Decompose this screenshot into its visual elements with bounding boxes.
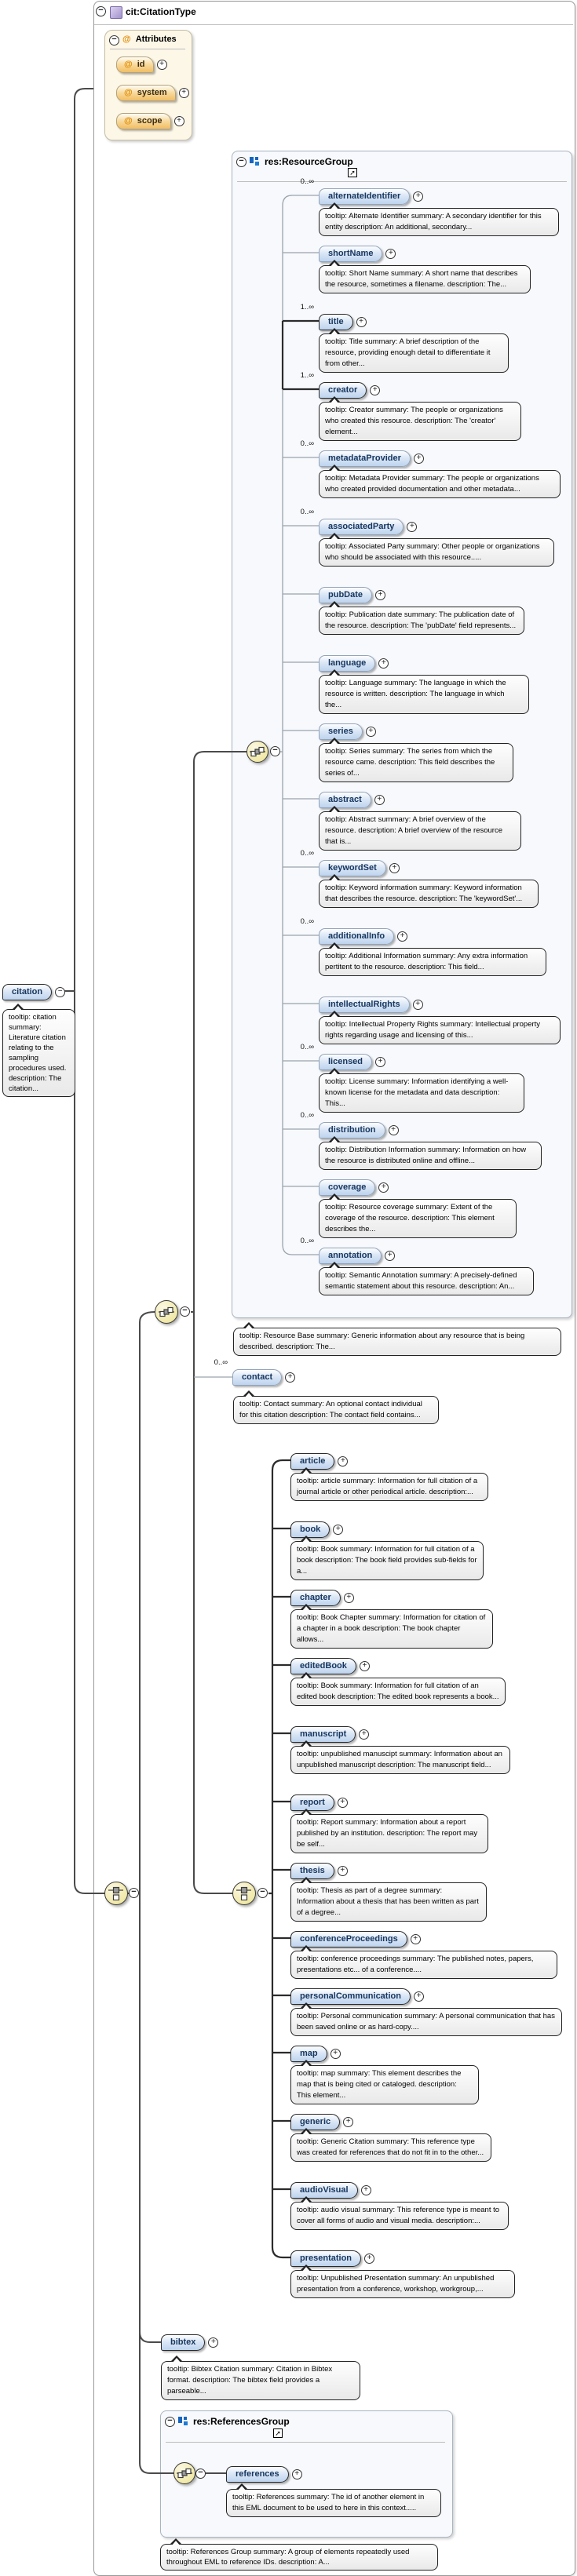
- tooltip: tooltip: Associated Party summary: Other people or organizations who should be associated with this resource.....: [319, 538, 554, 567]
- expand-icon[interactable]: +: [360, 1661, 370, 1671]
- element-generic[interactable]: generic +: [290, 2112, 353, 2131]
- attribute-id[interactable]: @ id +: [116, 55, 167, 74]
- element-references[interactable]: references +: [226, 2465, 302, 2483]
- expand-icon[interactable]: +: [389, 1125, 399, 1135]
- tooltip: tooltip: Intellectual Property Rights summary: Intellectual property rights regarding usage and licensing of this...: [319, 1016, 561, 1044]
- expand-icon[interactable]: +: [397, 931, 407, 942]
- element-article[interactable]: article +: [290, 1452, 348, 1470]
- tooltip-resource-group: tooltip: Resource Base summary: Generic information about any resource that is being described. description: The...: [233, 1328, 561, 1356]
- expand-icon[interactable]: +: [411, 1934, 421, 1944]
- attribute-system[interactable]: @ system +: [116, 83, 189, 102]
- page-title: cit:CitationType: [126, 6, 196, 17]
- expand-icon[interactable]: +: [389, 863, 400, 873]
- expand-icon[interactable]: +: [385, 249, 396, 259]
- tooltip: tooltip: unpublished manuscipt summary: Information about an unpublished manuscript description: The manuscript field...: [290, 1746, 510, 1774]
- tooltip: tooltip: Title summary: A brief description of the resource, providing enough detail to differentiate it from other...: [319, 333, 509, 373]
- element-intellectualRights[interactable]: intellectualRights +: [319, 995, 423, 1014]
- occurrence-label: 0..∞: [300, 1043, 314, 1051]
- element-language[interactable]: language +: [319, 654, 389, 672]
- expand-icon[interactable]: +: [356, 317, 367, 327]
- expand-icon[interactable]: +: [208, 2337, 218, 2348]
- expand-icon[interactable]: +: [370, 385, 380, 395]
- expand-icon[interactable]: +: [157, 60, 167, 70]
- tooltip: tooltip: Book summary: Information for full citation of a book description: The book field provides sub-fields for a...: [290, 1541, 484, 1580]
- element-chapter[interactable]: chapter +: [290, 1588, 354, 1607]
- occurrence-label: 0..∞: [300, 849, 314, 858]
- sequence-icon[interactable]: [247, 741, 268, 763]
- occurrence-label: 0..∞: [300, 439, 314, 448]
- goto-definition-icon[interactable]: ➚: [348, 168, 357, 177]
- expand-icon[interactable]: +: [407, 522, 417, 532]
- expand-icon[interactable]: +: [375, 590, 385, 600]
- element-annotation[interactable]: annotation +: [319, 1246, 395, 1265]
- tooltip: tooltip: map summary: This element describes the map that is being cited or cataloged. description: This element...: [290, 2065, 479, 2104]
- expand-icon[interactable]: +: [359, 1729, 369, 1740]
- expand-icon[interactable]: +: [292, 2469, 302, 2479]
- tooltip: tooltip: Abstract summary: A brief overview of the resource. description: A brief overview of the resource that is...: [319, 811, 521, 851]
- expand-icon[interactable]: +: [413, 191, 423, 202]
- occurrence-label: 0..∞: [300, 177, 314, 186]
- tooltip: tooltip: References summary: The id of another element in this EML document to be used to here in this context.....: [226, 2489, 441, 2517]
- tooltip: tooltip: Thesis as part of a degree summary: Information about a thesis that has been written as part of a degree...: [290, 1882, 487, 1922]
- element-map[interactable]: map +: [290, 2044, 341, 2063]
- element-keywordSet[interactable]: keywordSet +: [319, 858, 400, 877]
- tooltip: tooltip: conference proceedings summary: The published notes, papers, presentations etc... of a conference....: [290, 1951, 557, 1979]
- tooltip: tooltip: Book summary: Information for full citation of an edited book description: The edited book represents a book...: [290, 1678, 506, 1706]
- occurrence-label: 1..∞: [300, 303, 314, 312]
- element-report[interactable]: report +: [290, 1793, 348, 1812]
- occurrence-label: 1..∞: [300, 371, 314, 380]
- element-title[interactable]: title +: [319, 312, 367, 331]
- element-additionalInfo[interactable]: additionalInfo +: [319, 927, 407, 946]
- tooltip: tooltip: Unpublished Presentation summary: An unpublished presentation from a conference, workshop, workgroup,...: [290, 2270, 515, 2298]
- tooltip: tooltip: article summary: Information for full citation of a journal article or other periodical article. description:...: [290, 1473, 488, 1501]
- element-distribution[interactable]: distribution +: [319, 1120, 399, 1139]
- expand-icon[interactable]: +: [366, 727, 376, 737]
- citation-bubble[interactable]: citation: [2, 984, 52, 1000]
- expand-icon[interactable]: +: [285, 1372, 295, 1383]
- tooltip: tooltip: Creator summary: The people or organizations who created this resource. description: The 'creator' element...: [319, 402, 521, 441]
- collapse-icon[interactable]: −: [109, 35, 119, 46]
- tooltip: tooltip: Contact summary: An optional contact individual for this citation description: The contact field contains...: [233, 1396, 439, 1424]
- expand-icon[interactable]: +: [385, 1251, 395, 1261]
- element-associatedParty[interactable]: associatedParty +: [319, 517, 417, 536]
- expand-icon[interactable]: +: [364, 2254, 374, 2264]
- occurrence-label: 0..∞: [300, 1237, 314, 1245]
- tooltip: tooltip: Short Name summary: A short name that describes the resource, sometimes a filename. description: The...: [319, 265, 531, 293]
- references-group-title: res:ReferencesGroup: [193, 2416, 290, 2427]
- expand-icon[interactable]: +: [378, 1182, 389, 1193]
- choice-icon[interactable]: [104, 1882, 128, 1905]
- collapse-icon[interactable]: −: [257, 1888, 268, 1898]
- tooltip: tooltip: Keyword information summary: Keyword information that describes the resource. description: The 'keywordSet'...: [319, 880, 539, 908]
- element-presentation[interactable]: presentation +: [290, 2249, 374, 2268]
- element-audioVisual[interactable]: audioVisual +: [290, 2181, 371, 2199]
- tooltip: tooltip: Semantic Annotation summary: A precisely-defined semantic statement about this resource. description: An...: [319, 1267, 534, 1295]
- element-shortName[interactable]: shortName +: [319, 244, 396, 263]
- tooltip: tooltip: Book Chapter summary: Information for citation of a chapter in a book description: The book chapter allows...: [290, 1609, 493, 1649]
- element-series[interactable]: series +: [319, 722, 376, 741]
- expand-icon[interactable]: +: [330, 2049, 341, 2059]
- occurrence-label: 0..∞: [300, 1111, 314, 1120]
- collapse-icon[interactable]: −: [129, 1888, 139, 1898]
- tooltip: tooltip: Report summary: Information about a report published by an institution. description: The report may be self...: [290, 1814, 488, 1853]
- element-bibtex[interactable]: bibtex +: [161, 2333, 218, 2352]
- attribute-scope[interactable]: @ scope +: [116, 111, 184, 130]
- choice-icon[interactable]: [232, 1882, 256, 1905]
- tooltip: tooltip: Bibtex Citation summary: Citation in Bibtex format. description: The bibtex field provides a parseable...: [161, 2361, 360, 2400]
- element-abstract[interactable]: abstract +: [319, 790, 385, 809]
- tooltip: tooltip: Generic Citation summary: This reference type was created for references that do not fit in to the other...: [290, 2133, 491, 2162]
- tooltip-citation: tooltip: citation summary: Literature citation relating to the sampling procedures used. description: The citation...: [2, 1009, 75, 1097]
- element-personalCommunication[interactable]: personalCommunication +: [290, 1987, 424, 2006]
- collapse-icon[interactable]: −: [195, 2469, 206, 2479]
- expand-icon[interactable]: +: [174, 116, 184, 126]
- expand-icon[interactable]: +: [414, 1991, 424, 2002]
- tooltip: tooltip: Resource coverage summary: Extent of the coverage of the resource. description: This element describes the...: [319, 1199, 517, 1238]
- expand-icon[interactable]: +: [333, 1525, 343, 1535]
- tooltip: tooltip: Alternate Identifier summary: A secondary identifier for this entity description: An additional, secondary...: [319, 208, 559, 236]
- resource-group-title: res:ResourceGroup: [265, 156, 353, 167]
- tooltip: tooltip: Publication date summary: The publication date of the resource. description: The 'pubDate' field represents...: [319, 607, 524, 635]
- collapse-icon[interactable]: −: [270, 746, 280, 756]
- occurrence-label: 0..∞: [300, 508, 314, 516]
- expand-icon[interactable]: +: [361, 2185, 371, 2195]
- tooltip: tooltip: Language summary: The language in which the resource is written. description: The language in which the...: [319, 675, 529, 714]
- element-alternateIdentifier[interactable]: alternateIdentifier +: [319, 187, 423, 206]
- element-citation[interactable]: [2, 982, 65, 1001]
- at-symbol: @: [122, 35, 131, 44]
- expand-icon[interactable]: +: [413, 1000, 423, 1010]
- expand-icon[interactable]: +: [338, 1456, 348, 1467]
- element-editedBook[interactable]: editedBook +: [290, 1656, 370, 1675]
- collapse-icon[interactable]: −: [236, 157, 247, 167]
- element-manuscript[interactable]: manuscript +: [290, 1725, 369, 1743]
- tooltip-references-group: tooltip: References Group summary: A group of elements repeatedly used throughout EML to reference IDs. description: A...: [160, 2544, 438, 2571]
- collapse-icon[interactable]: −: [55, 987, 65, 997]
- tooltip: tooltip: Distribution Information summary: Information on how the resource is distributed online and offline...: [319, 1142, 542, 1170]
- tooltip: tooltip: audio visual summary: This reference type is meant to cover all forms of audio and visual media. description:...: [290, 2202, 509, 2230]
- tooltip: tooltip: Personal communication summary: A personal communication that has been saved online or as hard-copy....: [290, 2008, 562, 2036]
- occurrence-label: 0..∞: [214, 1358, 228, 1367]
- expand-icon[interactable]: +: [344, 1593, 354, 1603]
- element-licensed[interactable]: licensed +: [319, 1052, 385, 1071]
- collapse-icon[interactable]: −: [180, 1306, 190, 1317]
- element-contact[interactable]: contact +: [232, 1368, 295, 1386]
- expand-icon[interactable]: +: [338, 1866, 348, 1876]
- sequence-icon[interactable]: [173, 2462, 195, 2484]
- collapse-icon[interactable]: −: [165, 2417, 175, 2427]
- expand-icon[interactable]: +: [343, 2117, 353, 2127]
- tooltip: tooltip: Metadata Provider summary: The people or organizations who created provided documentation and other metadata...: [319, 470, 561, 498]
- collapse-icon[interactable]: −: [96, 6, 106, 16]
- tooltip: tooltip: Series summary: The series from which the resource came. description: This field describes the series of...: [319, 743, 513, 782]
- expand-icon[interactable]: +: [414, 454, 424, 464]
- tooltip: tooltip: Additional Information summary: Any extra information pertitent to the resource. description: This field...: [319, 948, 546, 976]
- sequence-icon[interactable]: [155, 1300, 178, 1324]
- tooltip: tooltip: License summary: Information identifying a well-known license for the metadata and data description: This...: [319, 1073, 524, 1113]
- attributes-title: Attributes: [135, 35, 177, 44]
- element-coverage[interactable]: coverage +: [319, 1178, 389, 1197]
- expand-icon[interactable]: +: [338, 1798, 348, 1808]
- expand-icon[interactable]: +: [375, 1057, 385, 1067]
- expand-icon[interactable]: +: [378, 658, 389, 669]
- element-thesis[interactable]: thesis +: [290, 1861, 348, 1880]
- occurrence-label: 0..∞: [300, 917, 314, 926]
- element-pubDate[interactable]: pubDate +: [319, 585, 385, 604]
- element-book[interactable]: book +: [290, 1520, 343, 1539]
- element-conferenceProceedings[interactable]: conferenceProceedings +: [290, 1929, 421, 1948]
- element-metadataProvider[interactable]: metadataProvider +: [319, 449, 424, 468]
- expand-icon[interactable]: +: [179, 88, 189, 98]
- expand-icon[interactable]: +: [374, 795, 385, 805]
- element-creator[interactable]: creator +: [319, 381, 380, 399]
- goto-definition-icon[interactable]: ➚: [273, 2428, 283, 2438]
